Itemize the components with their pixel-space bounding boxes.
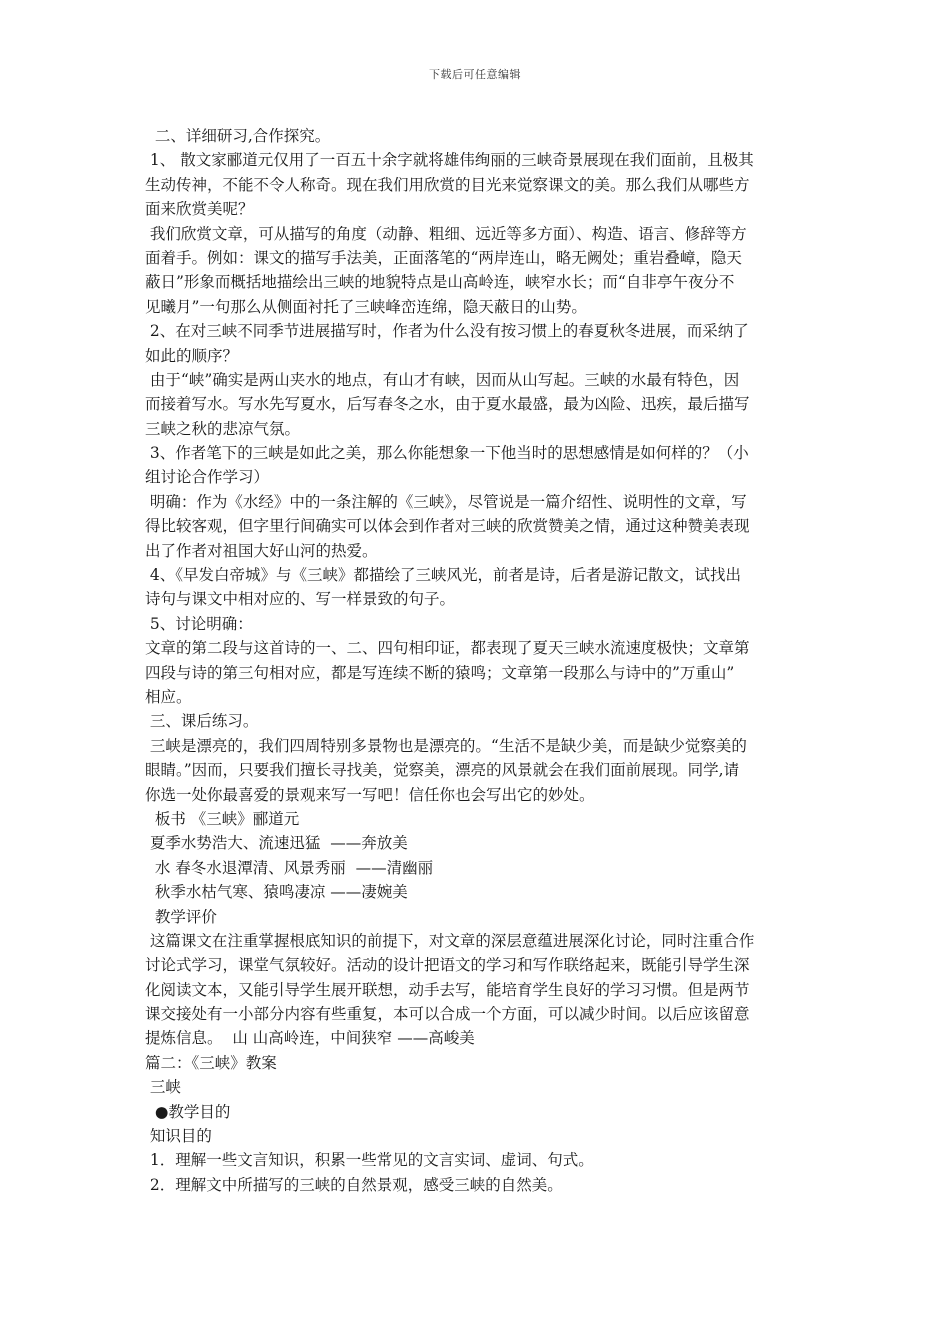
text-line: 教学评价 — [145, 907, 217, 926]
text-line: 组讨论合作学习） — [145, 468, 270, 487]
text-line: 提炼信息。 山 山高岭连，中间狭窄 ——高峻美 — [145, 1029, 475, 1048]
text-line: 相应。 — [145, 687, 192, 706]
text-line: 5、讨论明确： — [145, 614, 253, 633]
text-line: 得比较客观，但字里行间确实可以体会到作者对三峡的欣赏赞美之情，通过这种赞美表现 — [145, 517, 750, 536]
text-line: 化阅读文本，又能引导学生展开联想，动手去写，能培育学生良好的学习习惯。但是两节 — [145, 980, 750, 999]
text-line: 二、详细研习,合作探究。 — [145, 127, 331, 145]
text-line: 三、课后练习。 — [145, 712, 259, 731]
text-line: 眼睛。”因而，只要我们擅长寻找美，觉察美，漂亮的风景就会在我们面前展现。同学,请 — [145, 761, 740, 780]
text-line: 课交接处有一小部分内容有些重复，本可以合成一个方面，可以减少时间。以后应该留意 — [145, 1005, 750, 1024]
text-line: 1．理解一些文言知识，积累一些常见的文言实词、虚词、句式。 — [145, 1151, 594, 1170]
text-line: 三峡是漂亮的，我们四周特别多景物也是漂亮的。“生活不是缺少美，而是缺少觉察美的 — [145, 736, 747, 755]
page-header: 下载后可任意编辑 — [429, 68, 521, 81]
text-line: 而接着写水。写水先写夏水，后写春冬之水，由于夏水最盛，最为凶险、迅疾，最后描写 — [145, 395, 750, 414]
text-line: 见曦月”一句那么从侧面衬托了三峡峰峦连绵，隐天蔽日的山势。 — [145, 297, 587, 316]
text-line: 你选一处你最喜爱的景观来写一写吧！信任你也会写出它的妙处。 — [145, 785, 595, 804]
text-line: 由于“峡”确实是两山夹水的地点，有山才有峡，因而从山写起。三峡的水最有特色，因 — [145, 370, 740, 389]
text-line: 3、作者笔下的三峡是如此之美，那么你能想象一下他当时的思想感情是如何样的？（小 — [145, 444, 749, 463]
text-line: 出了作者对祖国大好山河的热爱。 — [145, 541, 378, 560]
text-line: 板书 《三峡》郦道元 — [145, 809, 300, 828]
text-line: ●教学目的 — [145, 1102, 231, 1121]
text-line: 诗句与课文中相对应的、写一样景致的句子。 — [145, 590, 456, 609]
text-line: 这篇课文在注重掌握根底知识的前提下，对文章的深层意蕴进展深化讨论，同时注重合作 — [145, 931, 755, 950]
text-line: 2．理解文中所描写的三峡的自然景观，感受三峡的自然美。 — [145, 1175, 563, 1194]
text-line: 蔽日”形象而概括地描绘出三峡的地貌特点是山高岭连，峡窄水长；而“自非亭午夜分不 — [145, 273, 735, 292]
text-line: 1、 散文家郦道元仅用了一百五十余字就将雄伟绚丽的三峡奇景展现在我们面前，且极其 — [145, 151, 754, 170]
text-line: 三峡 — [145, 1078, 181, 1097]
text-line: 面着手。例如：课文的描写手法美，正面落笔的“两岸连山，略无阙处；重岩叠嶂，隐天 — [145, 248, 742, 267]
text-line: 2、在对三峡不同季节进展描写时，作者为什么没有按习惯上的春夏秋冬进展，而采纳了 — [145, 322, 749, 341]
text-line: 面来欣赏美呢？ — [145, 200, 254, 219]
text-line: 秋季水枯气寒、猿鸣凄凉 ——凄婉美 — [145, 883, 408, 902]
text-line: 夏季水势浩大、流速迅猛 ——奔放美 — [145, 834, 408, 853]
text-line: 4、《早发白帝城》与《三峡》都描绘了三峡风光，前者是诗，后者是游记散文，试找出 — [145, 566, 742, 585]
text-line: 四段与诗的第三句相对应，都是写连续不断的猿鸣；文章第一段那么与诗中的”万重山” — [145, 663, 735, 682]
text-line: 明确：作为《水经》中的一条注解的《三峡》，尽管说是一篇介绍性、说明性的文章，写 — [145, 492, 747, 511]
text-line: 篇二：《三峡》教案 — [145, 1053, 277, 1072]
text-line: 文章的第二段与这首诗的一、二、四句相印证，都表现了夏天三峡水流速度极快；文章第 — [145, 639, 750, 658]
text-line: 水 春冬水退潭清、风景秀丽 ——清幽丽 — [145, 858, 434, 877]
text-line: 生动传神，不能不令人称奇。现在我们用欣赏的目光来觉察课文的美。那么我们从哪些方 — [145, 175, 750, 194]
text-line: 讨论式学习，课堂气氛较好。活动的设计把语文的学习和写作联络起来，既能引导学生深 — [145, 956, 750, 975]
text-line: 如此的顺序？ — [145, 346, 239, 365]
text-line: 知识目的 — [145, 1127, 212, 1146]
text-line: 我们欣赏文章，可从描写的角度（动静、粗细、远近等多方面）、构造、语言、修辞等方 — [145, 224, 747, 243]
text-line: 三峡之秋的悲凉气氛。 — [145, 419, 301, 438]
document-body — [145, 124, 810, 1197]
